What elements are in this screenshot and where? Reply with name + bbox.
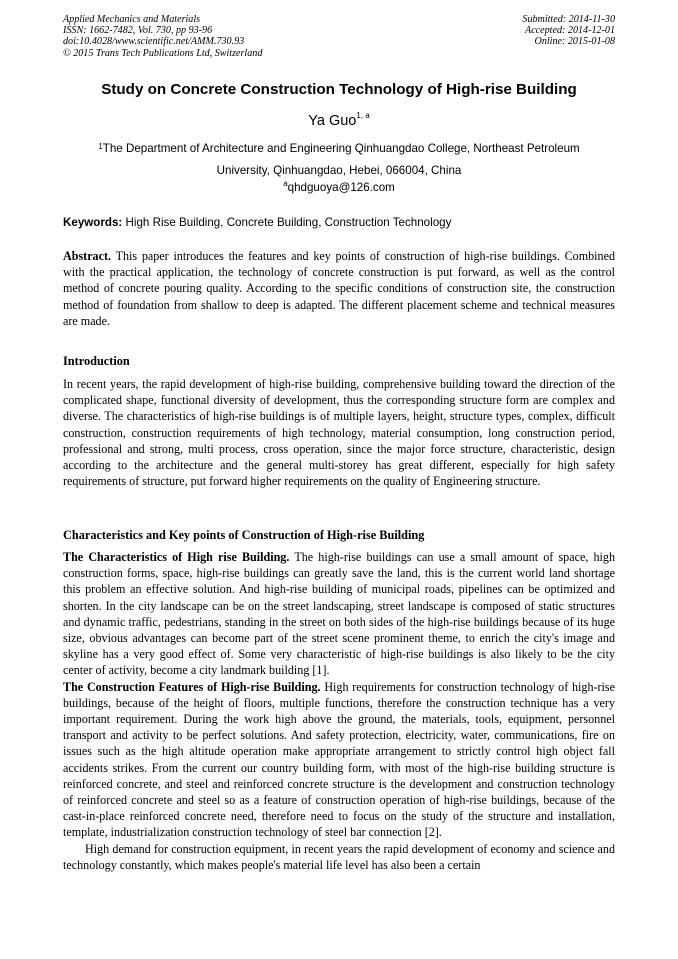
submitted-date: Submitted: 2014-11-30 [522, 14, 615, 25]
doi-line: doi:10.4028/www.scientific.net/AMM.730.93 [63, 36, 245, 48]
characteristics-paragraph-text: The high-rise buildings can use a small amount of space, high construction forms, space, high-rise buildings can greatly save the land, this is the current world land shortage this problem an effective solution. And high-rise building of municipal roads, pipelines can be optimized and shorten. In the city landscape can be on the street landscaping, street landscape is composed of static structures and dynamic traffic, pedestrians, standing in the street on both sides of the high-rise buildings because of its huge size, obvious advantages can become part of the street scene prominent theme, to enrich the city's image and skyline has a very good effect of. Some very characteristic of high-rise buildings is also likely to be the city center of activity, become a city landmark building [1]. [63, 550, 616, 678]
keywords-text: High Rise Building, Concrete Building, Construction Technology [125, 216, 452, 229]
construction-features-label: The Construction Features of High-rise Building. [63, 679, 321, 694]
construction-features-text: High requirements for construction technology of high-rise buildings, because of the height of floors, multiple functions, therefore the construction technique has a very important requirement. During the work high above the ground, the materials, tools, equipment, personnel transport and activity to be perfect solutions. And safety protection, electricity, water, communications, fire on issues such as the high altitude operation make appropriate arrangement to strictly control high object fall accidents strikes. From the current our country building form, with most of the high-rise building structure is reinforced concrete, and steel and reinforced concrete structure is the development and construction technology of reinforced concrete and steel so as a feature of construction operation of high-rise buildings, because of the cast-in-place reinforced concrete need, therefore need to focus on the study of the structure and installation, template, industrialization construction technology of steel bar connection [2]. [63, 679, 615, 840]
email-superscript: a [283, 179, 288, 188]
accepted-date: Accepted: 2014-12-01 [525, 25, 615, 37]
abstract-label: Abstract. [63, 249, 112, 263]
equipment-paragraph: High demand for construction equipment, in recent years the rapid development of economy and science and technology constantly, which makes people's material life level has also been a certain [63, 841, 615, 872]
affiliation-superscript: 1 [98, 142, 103, 151]
journal-name: Applied Mechanics and Materials [63, 14, 201, 25]
copyright-line: © 2015 Trans Tech Publications Ltd, Switzerland [63, 47, 263, 59]
email [0, 181, 678, 194]
introduction-text: In recent years, the rapid development of high-rise building, comprehensive building toward the direction of the complicated shape, functional diversity of development, thus the corresponding structure form are complex and diverse. The characteristics of high-rise buildings is of multiple layers, height, structure types, complex, difficult construction, construction requirements of high technology, material consumption, long construction period, professional and strong, multi process, cross operation, since the major force structure, characteristic, design according to the architecture and the general multi-storey has great different, especially for high safety requirements of structure, put forward higher requirements on the quality of Engineering structure. [63, 377, 615, 489]
affiliation [63, 138, 615, 182]
abstract-text: This paper introduces the features and key points of construction of high-rise buildings. Combined with the practical application, the technology of concrete construction is put forward, as well as the control method of concrete pouring quality. According to the specific conditions of construction site, the construction method of foundation from shallow to deep is adapted. The different placement scheme and technical measures are made. [63, 249, 615, 328]
dates-info [522, 14, 615, 48]
issn-line: ISSN: 1662-7482, Vol. 730, pp 93-96 [63, 25, 213, 37]
characteristics-paragraph [63, 549, 615, 679]
keywords-label: Keywords: [63, 216, 123, 229]
characteristics-body [63, 549, 615, 873]
keywords [63, 216, 615, 229]
introduction-heading: Introduction [63, 354, 130, 368]
paper-title: Study on Concrete Construction Technology of High-rise Building [101, 81, 577, 98]
affiliation-line-2: University, Qinhuangdao, Hebei, 066004, China [216, 164, 462, 177]
journal-info [63, 14, 262, 59]
construction-features-paragraph [63, 679, 615, 841]
online-date: Online: 2015-01-08 [534, 36, 615, 48]
email-address: qhdguoya@126.com [287, 181, 395, 194]
affiliation-line-1: The Department of Architecture and Engineering Qinhuangdao College, Northeast Petroleum [102, 142, 580, 155]
abstract [63, 248, 615, 329]
author-name: Ya Guo [308, 113, 357, 129]
author [0, 113, 678, 129]
author-superscript: 1, a [356, 111, 370, 120]
characteristics-heading: Characteristics and Key points of Construction of High-rise Building [63, 528, 425, 542]
characteristics-paragraph-label: The Characteristics of High rise Building. [63, 550, 290, 564]
